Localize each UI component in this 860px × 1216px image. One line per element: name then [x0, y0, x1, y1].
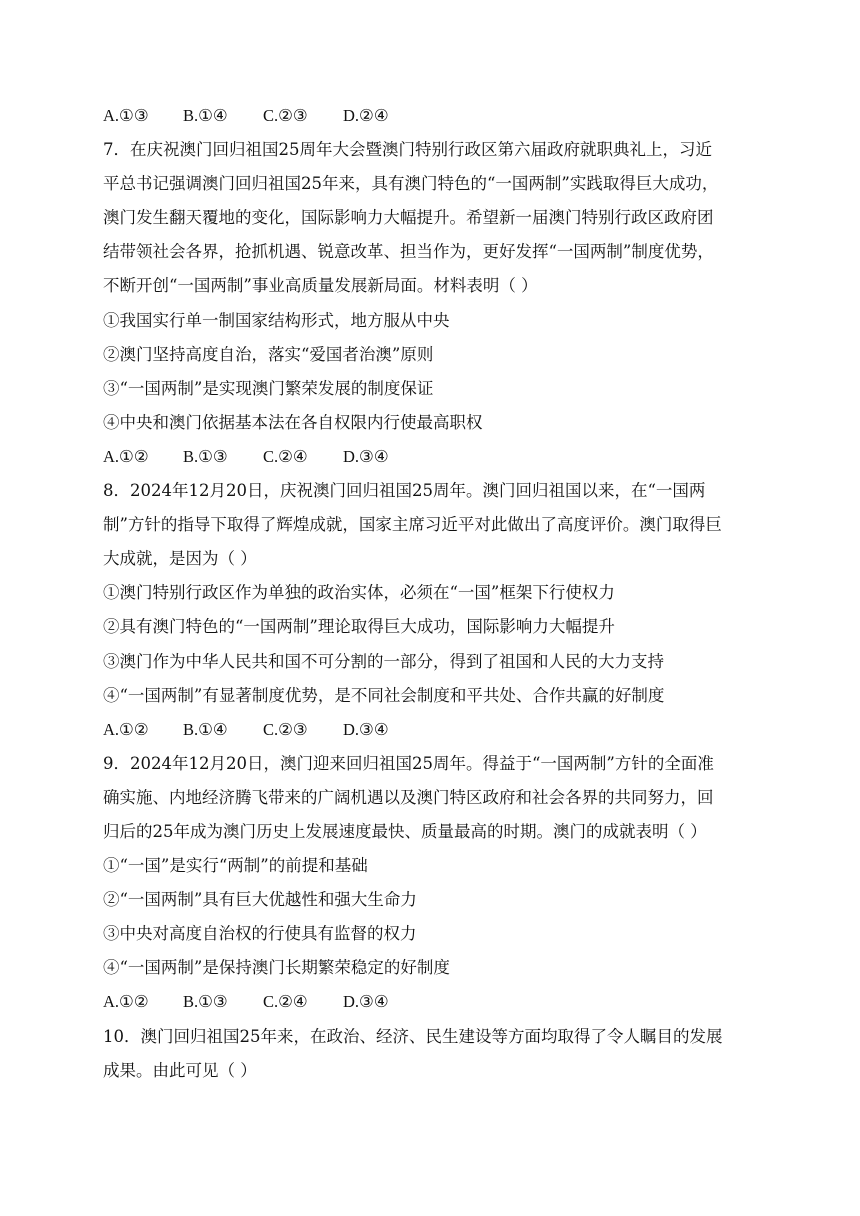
statement-item: ③“一国两制”是实现澳门繁荣发展的制度保证	[103, 378, 434, 398]
option-c: C.②③	[263, 719, 308, 739]
question-stem-line: 制”方针的指导下取得了辉煌成就，国家主席习近平对此做出了高度评价。澳门取得巨	[103, 515, 722, 535]
exam-page	[103, 99, 763, 1088]
option-b: B.①④	[183, 719, 228, 739]
statement-item: ①“一国”是实行“两制”的前提和基础	[103, 856, 368, 876]
option-a: A.①②	[103, 992, 149, 1012]
option-a: A.①③	[103, 106, 149, 125]
question-7	[103, 133, 763, 474]
option-a: A.①②	[103, 719, 149, 739]
q6-options	[103, 99, 763, 133]
statement-item: ④“一国两制”是保持澳门长期繁荣稳定的好制度	[103, 958, 450, 978]
option-b: B.①③	[183, 446, 228, 466]
option-d: D.③④	[343, 446, 389, 466]
q9-options	[103, 985, 763, 1019]
option-c: C.②④	[263, 992, 308, 1012]
option-b: B.①③	[183, 992, 228, 1012]
statement-item: ③中央对高度自治权的行使具有监督的权力	[103, 924, 417, 944]
option-d: D.③④	[343, 992, 389, 1012]
option-c: C.②④	[263, 446, 308, 466]
statement-item: ④“一国两制”有显著制度优势，是不同社会制度和平共处、合作共赢的好制度	[103, 685, 665, 705]
option-b: B.①④	[183, 106, 228, 125]
question-stem-line: 9．2024年12月20日，澳门迎来回归祖国25周年。得益于“一国两制”方针的全面准	[103, 753, 714, 773]
question-9	[103, 747, 763, 1020]
question-10	[103, 1020, 763, 1088]
question-stem-line: 10．澳门回归祖国25年来，在政治、经济、民生建设等方面均取得了令人瞩目的发展	[103, 1026, 723, 1046]
statement-item: ②澳门坚持高度自治，落实“爱国者治澳”原则	[103, 344, 434, 364]
option-c: C.②③	[263, 106, 308, 125]
question-stem-line: 大成就，是因为（ ）	[103, 549, 257, 569]
statement-item: ②具有澳门特色的“一国两制”理论取得巨大成功，国际影响力大幅提升	[103, 617, 615, 637]
option-a: A.①②	[103, 446, 149, 466]
option-d: D.③④	[343, 719, 389, 739]
statement-item: ②“一国两制”具有巨大优越性和强大生命力	[103, 890, 417, 910]
question-stem-line: 8．2024年12月20日，庆祝澳门回归祖国25周年。澳门回归祖国以来，在“一国两	[103, 481, 706, 501]
question-stem-line: 确实施、内地经济腾飞带来的广阔机遇以及澳门特区政府和社会各界的共同努力，回	[103, 787, 714, 807]
q8-options	[103, 713, 763, 747]
option-d: D.②④	[343, 106, 389, 125]
q7-options	[103, 440, 763, 474]
question-8	[103, 474, 763, 747]
question-stem-line: 归后的25年成为澳门历史上发展速度最快、质量最高的时期。澳门的成就表明（ ）	[103, 821, 707, 841]
question-stem-line: 平总书记强调澳门回归祖国25年来，具有澳门特色的“一国两制”实践取得巨大成功，	[103, 174, 719, 194]
statement-item: ③澳门作为中华人民共和国不可分割的一部分，得到了祖国和人民的大力支持	[103, 651, 664, 671]
question-stem-line: 7．在庆祝澳门回归祖国25周年大会暨澳门特别行政区第六届政府就职典礼上，习近	[103, 140, 712, 160]
question-stem-line: 澳门发生翻天覆地的变化，国际影响力大幅提升。希望新一届澳门特别行政区政府团	[103, 208, 714, 228]
statement-item: ①澳门特别行政区作为单独的政治实体，必须在“一国”框架下行使权力	[103, 583, 615, 603]
question-stem-line: 不断开创“一国两制”事业高质量发展新局面。材料表明（ ）	[103, 276, 538, 296]
statement-item: ①我国实行单一制国家结构形式，地方服从中央	[103, 310, 450, 330]
question-stem-line: 成果。由此可见（ ）	[103, 1060, 257, 1080]
question-stem-line: 结带领社会各界，抢抓机遇、锐意改革、担当作为，更好发挥“一国两制”制度优势，	[103, 242, 714, 262]
statement-item: ④中央和澳门依据基本法在各自权限内行使最高职权	[103, 412, 483, 432]
